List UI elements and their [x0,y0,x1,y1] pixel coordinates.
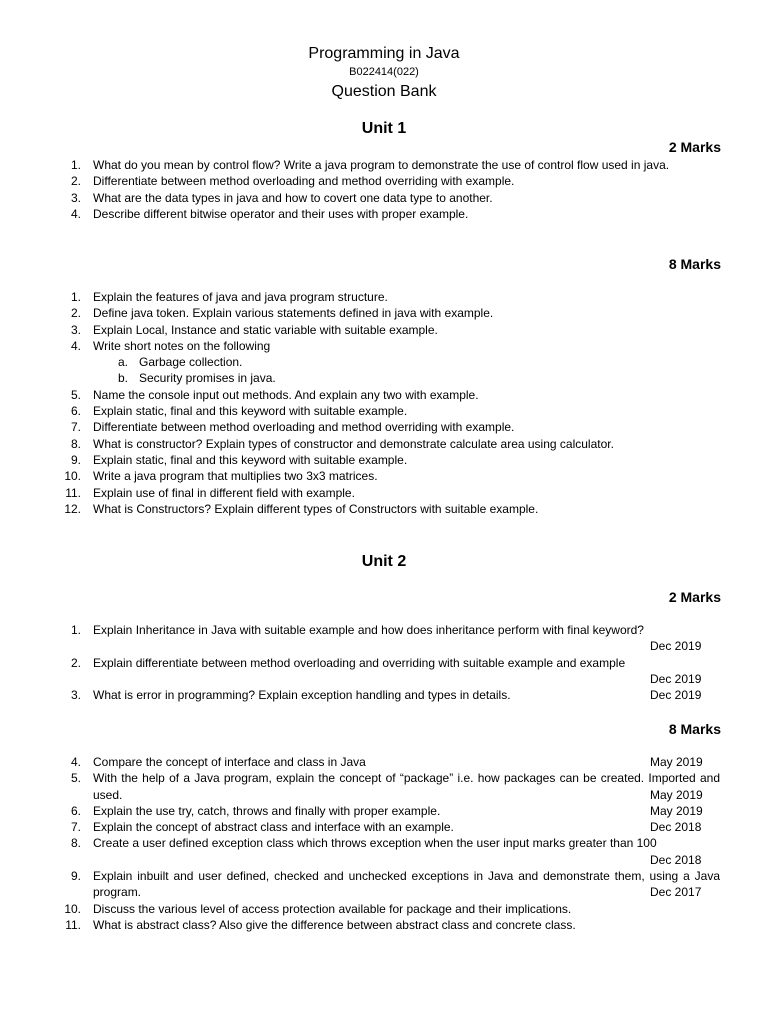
sub-question-text: Garbage collection. [139,355,243,370]
question-item [0,770,768,803]
question-text [93,387,720,403]
exam-date: Dec 2019 [650,671,702,686]
question-text-content: Create a user defined exception class which throws exception when the user input marks greater than 100 [93,836,657,851]
course-title: Programming in Java [308,45,460,62]
question-item [0,173,768,189]
question-item [0,338,768,387]
unit-1-eight-marks-list [0,289,768,517]
question-number: 10. [64,469,81,484]
question-text-content: Explain Local, Instance and static variable with suitable example. [93,322,438,337]
sub-question-text: Security promises in java. [139,371,276,386]
question-text [93,835,720,851]
question-text [93,468,720,484]
question-item [0,868,768,901]
question-number: 1. [70,623,81,637]
exam-date: May 2019 [650,787,703,802]
question-text-content: Write a java program that multiplies two 3x3 matrices. [93,469,378,484]
document-subtitle: Question Bank [331,83,437,100]
question-text-content: What is Constructors? Explain different types of Constructors with suitable example. [93,501,539,516]
question-item [0,206,768,222]
question-text [93,289,720,305]
question-item [0,485,768,501]
question-text [93,305,720,321]
unit-2-two-marks-list [0,622,768,703]
course-code: B022414(022) [349,66,419,78]
question-item [0,655,768,688]
question-item [0,501,768,517]
question-number: 9. [70,452,81,467]
question-number: 8. [70,836,81,851]
sub-question-letter: a. [117,355,128,370]
question-text-content: Explain the use try, catch, throws and finally with proper example. [93,803,441,818]
question-number: 7. [70,820,81,835]
question-number: 5. [70,387,81,402]
question-item [0,468,768,484]
question-item [0,622,768,655]
question-item [0,403,768,419]
unit-2-eight-marks-heading: 8 Marks [668,721,721,737]
question-number: 5. [70,771,81,786]
question-number: 6. [70,404,81,419]
question-number: 2. [70,174,81,189]
question-text-content: Name the console input out methods. And explain any two with example. [93,387,479,402]
question-item [0,419,768,435]
question-number: 4. [70,755,81,769]
question-number: 11. [65,485,81,500]
exam-date: May 2019 [650,755,703,769]
question-text-content: Differentiate between method overloading and method overriding with example. [93,174,515,189]
sub-question-list [0,354,768,387]
question-text-content: What is constructor? Explain types of constructor and demonstrate calculate area using calculator. [93,436,614,451]
question-number: 1. [70,158,81,172]
question-text-content: Explain the concept of abstract class and interface with an example. [93,820,454,835]
question-text-content: Explain inbuilt and user defined, checked and unchecked exceptions in Java and demonstrate them, using a Java program. [93,869,720,900]
question-text [93,338,720,354]
question-number: 7. [70,420,81,435]
unit-2-two-marks-heading: 2 Marks [668,589,721,605]
question-number: 8. [70,436,81,451]
exam-date: Dec 2017 [650,885,702,900]
question-number: 9. [70,869,81,884]
unit-1-heading: Unit 1 [361,120,407,137]
question-text-content: Discuss the various level of access protection available for package and their implications. [93,901,572,916]
question-number: 4. [70,206,81,221]
question-number: 12. [64,501,81,516]
question-text [93,206,720,222]
question-number: 3. [70,190,81,205]
exam-date: Dec 2019 [650,639,702,654]
question-text-content: Explain use of final in different field with example. [93,485,355,500]
question-text [93,819,720,835]
sub-question-letter: b. [117,371,128,386]
unit-2-eight-marks-list [0,754,768,933]
question-item [0,190,768,206]
question-text-content: Explain differentiate between method overloading and overriding with suitable example and example [93,655,626,670]
question-item [0,687,768,703]
question-text [93,436,720,452]
question-text [93,173,720,189]
question-number: 3. [70,322,81,337]
question-text [93,190,720,206]
question-text [93,322,720,338]
question-text-content: What are the data types in java and how to covert one data type to another. [93,190,493,205]
question-text-content: Write short notes on the following [93,338,271,353]
exam-date: Dec 2019 [650,688,702,703]
exam-date: May 2019 [650,803,703,818]
question-text-content: What is error in programming? Explain exception handling and types in details. [93,688,511,703]
unit-1-two-marks-list [0,157,768,222]
question-number: 10. [64,901,81,916]
question-number: 2. [70,306,81,321]
question-text-content: Explain static, final and this keyword with suitable example. [93,452,408,467]
question-text-content: Explain the features of java and java program structure. [93,290,388,304]
question-number: 2. [70,655,81,670]
question-item [0,305,768,321]
question-item [0,436,768,452]
question-item [0,322,768,338]
question-text [93,622,720,638]
question-text [93,419,720,435]
question-text [93,452,720,468]
question-item [0,157,768,173]
question-text [93,655,720,671]
question-text [93,485,720,501]
question-text [93,868,720,901]
question-text-content: What do you mean by control flow? Write a java program to demonstrate the use of control flow used in java. [93,158,670,172]
exam-date: Dec 2018 [650,852,702,867]
question-item [0,901,768,917]
question-text [93,754,720,770]
question-item [0,387,768,403]
question-text [93,687,720,703]
question-text [93,403,720,419]
question-number: 6. [70,803,81,818]
question-item [0,452,768,468]
question-text-content: Explain static, final and this keyword with suitable example. [93,404,408,419]
question-text [93,157,720,173]
question-number: 11. [65,917,81,932]
sub-question-item [0,354,768,370]
exam-date: Dec 2018 [650,820,702,835]
question-text-content: Describe different bitwise operator and their uses with proper example. [93,206,469,221]
question-text-content: Define java token. Explain various statements defined in java with example. [93,306,494,321]
question-item [0,819,768,835]
unit-1-eight-marks-heading: 8 Marks [668,256,721,272]
question-number: 4. [70,338,81,353]
question-item [0,754,768,770]
question-text-content: What is abstract class? Also give the difference between abstract class and concrete class. [93,917,576,932]
question-text-content: Compare the concept of interface and class in Java [93,755,366,769]
question-number: 1. [70,290,81,304]
question-text [93,501,720,517]
question-text [93,770,720,803]
question-text-content: With the help of a Java program, explain the concept of “package” i.e. how packages can be created. Imported and used. [93,771,720,802]
question-item [0,289,768,305]
question-text-content: Explain Inheritance in Java with suitable example and how does inheritance perform with final keyword? [93,623,644,637]
question-number: 3. [70,688,81,703]
question-text [93,803,720,819]
question-item [0,917,768,933]
question-item [0,835,768,868]
unit-1-two-marks-heading: 2 Marks [668,139,721,155]
unit-2-heading: Unit 2 [361,553,407,570]
question-text-content: Differentiate between method overloading and method overriding with example. [93,420,515,435]
sub-question-item [0,370,768,386]
question-item [0,803,768,819]
question-text [93,901,720,917]
question-text [93,917,720,933]
